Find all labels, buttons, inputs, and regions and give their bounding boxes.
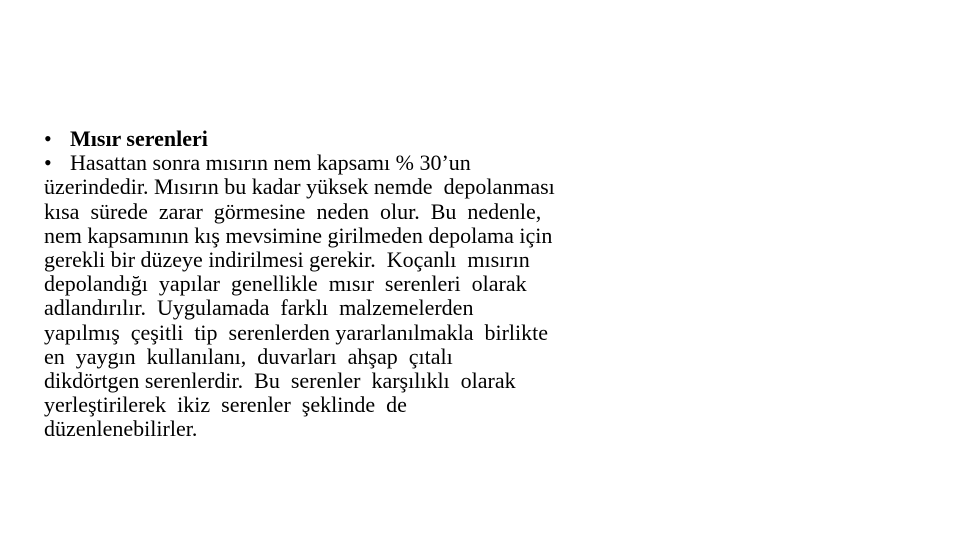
paragraph-line: en yaygın kullanılanı, duvarları ahşap çıtalı <box>44 343 453 369</box>
bullet-icon: • <box>44 126 52 151</box>
paragraph-line: yerleştirilerek ikiz serenler şeklinde de <box>44 392 407 418</box>
paragraph-line: nem kapsamının kış mevsimine girilmeden depolama için <box>44 222 553 248</box>
bullet-icon: • <box>44 150 52 176</box>
paragraph-line: düzenlenebilirler. <box>44 416 198 442</box>
paragraph-line: adlandırılır. Uygulamada farklı malzemelerden <box>44 295 474 321</box>
paragraph-line: dikdörtgen serenlerdir. Bu serenler karşılıklı olarak <box>44 368 516 394</box>
text-body <box>44 127 704 442</box>
bullet-heading <box>44 127 704 151</box>
paragraph-line: yapılmış çeşitli tip serenlerden yararlanılmakla birlikte <box>44 319 549 345</box>
paragraph-line: gerekli bir düzeye indirilmesi gerekir. Koçanlı mısırın <box>44 247 530 273</box>
bullet-paragraph-first-line <box>44 151 704 175</box>
paragraph-line: üzerindedir. Mısırın bu kadar yüksek nemde depolanması <box>44 174 555 200</box>
paragraph-line: kısa sürede zarar görmesine neden olur. Bu nedenle, <box>44 198 542 224</box>
paragraph-line: depolandığı yapılar genellikle mısır serenleri olarak <box>44 271 527 297</box>
paragraph-line: Hasattan sonra mısırın nem kapsamı % 30’un <box>70 150 471 176</box>
slide-heading: Mısır serenleri <box>70 126 208 151</box>
